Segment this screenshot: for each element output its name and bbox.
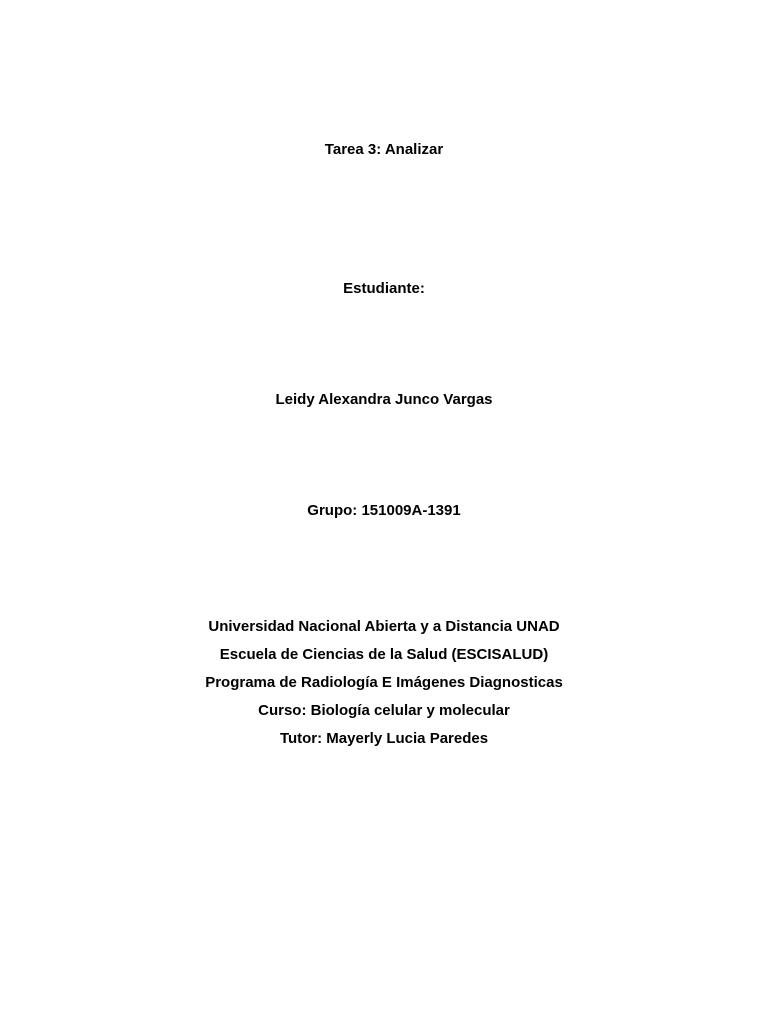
university-name: Universidad Nacional Abierta y a Distancia UNAD [208, 618, 560, 635]
institution-block [0, 613, 768, 753]
document-title: Tarea 3: Analizar [324, 141, 444, 158]
student-name: Leidy Alexandra Junco Vargas [275, 391, 493, 408]
student-heading: Estudiante: [343, 280, 425, 297]
school-name: Escuela de Ciencias de la Salud (ESCISALUD) [219, 646, 549, 663]
tutor-name: Tutor: Mayerly Lucia Paredes [279, 730, 489, 747]
program-name: Programa de Radiología E Imágenes Diagnosticas [205, 674, 563, 691]
course-name: Curso: Biología celular y molecular [258, 702, 510, 719]
group-label: Grupo: 151009A-1391 [307, 502, 461, 519]
